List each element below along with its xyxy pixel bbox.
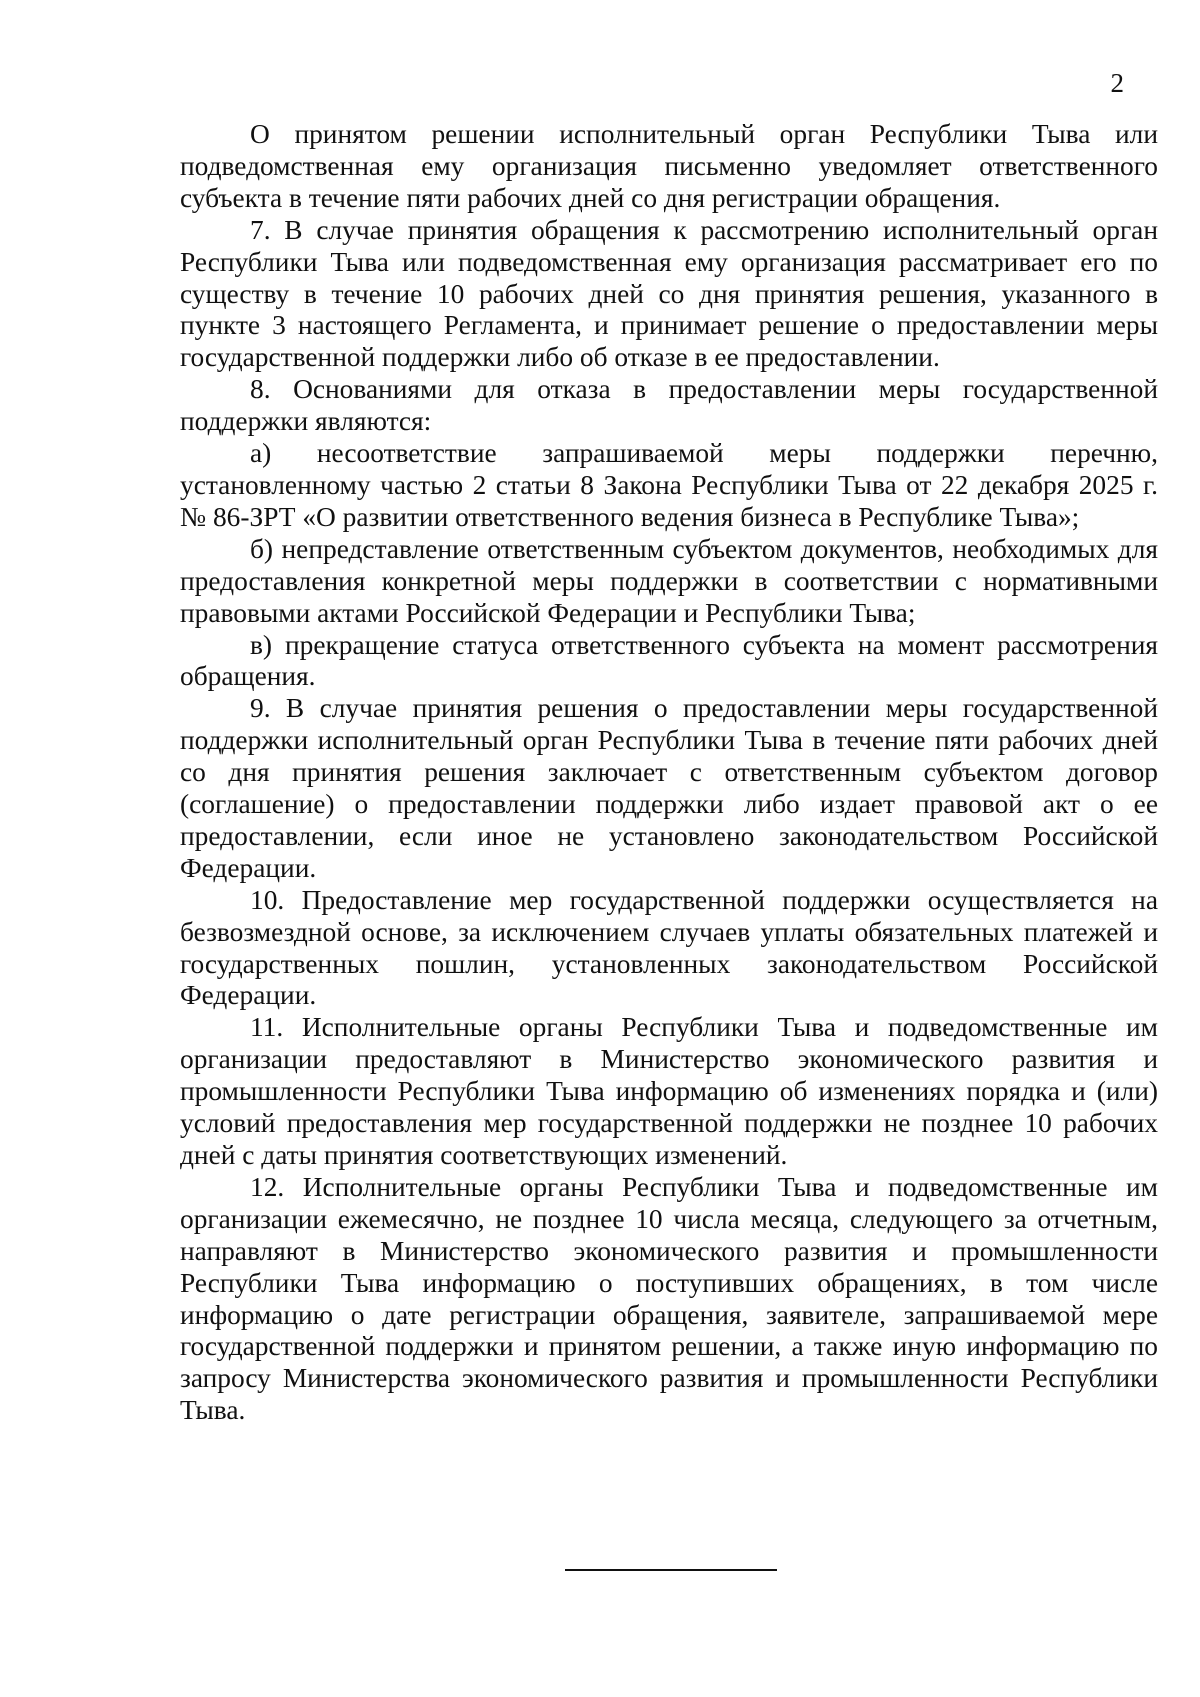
paragraph-item-7: 7. В случае принятия обращения к рассмотрению исполнительный орган Республики Тыва или подведомственная ему организация рассматривает его по существу в течение 10 рабочих дней со дня принятия решения, указанного в пункте 3 настоящего Регламента, и принимает решение о предоставлении меры государственной поддержки либо об отказе в ее предоставлении. [180, 214, 1158, 373]
paragraph-item-8b: б) непредставление ответственным субъектом документов, необходимых для предоставления конкретной меры поддержки в соответствии с нормативными правовыми актами Российской Федерации и Республики Тыва; [180, 533, 1158, 628]
paragraph-item-12: 12. Исполнительные органы Республики Тыва и подведомственные им организации ежемесячно, не позднее 10 числа месяца, следующего за отчетным, направляют в Министерство экономического развития и промышленности Республики Тыва информацию о поступивших обращениях, в том числе информацию о дате регистрации обращения, заявителе, запрашиваемой мере государственной поддержки и принятом решении, а также иную информацию по запросу Министерства экономического развития и промышленности Республики Тыва. [180, 1171, 1158, 1426]
paragraph-item-11: 11. Исполнительные органы Республики Тыва и подведомственные им организации предоставляют в Министерство экономического развития и промышленности Республики Тыва информацию об изменениях порядка и (или) условий предоставления мер государственной поддержки не позднее 10 рабочих дней с даты принятия соответствующих изменений. [180, 1012, 1158, 1170]
paragraph-item-8a: а) несоответствие запрашиваемой меры поддержки перечню, установленному частью 2 статьи 8 Закона Республики Тыва от 22 декабря 2025 г. № 86-ЗРТ «О развитии ответственного ведения бизнеса в Республике Тыва»; [180, 438, 1158, 532]
paragraph-item-9: 9. В случае принятия решения о предоставлении меры государственной поддержки исполнительный орган Республики Тыва в течение пяти рабочих дней со дня принятия решения заключает с ответственным субъектом договор (соглашение) о предоставлении поддержки либо издает правовой акт о ее предоставлении, если иное не установлено законодательством Российской Федерации. [180, 693, 1158, 883]
document-body [180, 119, 1158, 1427]
end-of-document-rule [565, 1569, 777, 1571]
page-number: 2 [1110, 68, 1124, 98]
paragraph-item-10: 10. Предоставление мер государственной поддержки осуществляется на безвозмездной основе, за исключением случаев уплаты обязательных платежей и государственных пошлин, установленных законодательством Российской Федерации. [180, 884, 1158, 1011]
paragraph-notification: О принятом решении исполнительный орган Республики Тыва или подведомственная ему организация письменно уведомляет ответственного субъекта в течение пяти рабочих дней со дня регистрации обращения. [180, 119, 1158, 213]
paragraph-item-8v: в) прекращение статуса ответственного субъекта на момент рассмотрения обращения. [180, 629, 1158, 692]
paragraph-item-8: 8. Основаниями для отказа в предоставлении меры государственной поддержки являются: [180, 374, 1158, 437]
